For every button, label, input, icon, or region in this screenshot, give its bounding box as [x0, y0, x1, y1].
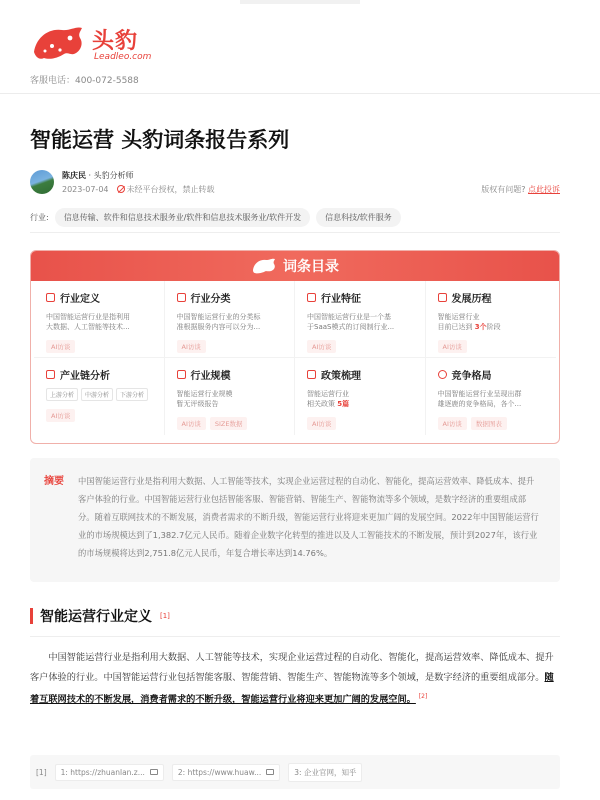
- glossary-item-title: 行业特征: [321, 294, 361, 305]
- glossary-item-title: 竞争格局: [451, 371, 492, 382]
- brand-site: Leadleo.com: [94, 52, 152, 62]
- glossary-item-desc: 准根据服务内容可以分为...: [176, 323, 261, 331]
- glossary-item-desc: 中国智能运营行业是一个基: [307, 313, 391, 321]
- ai-interview-tag[interactable]: AI访谈: [438, 417, 467, 430]
- history-icon: [438, 293, 447, 302]
- bar-chart-icon: [177, 370, 186, 379]
- glossary-item-desc: 雄逐鹿的竞争格局，各个...: [437, 400, 522, 408]
- paragraph-text: 中国智能运营行业包括智能客服、智能营销、智能生产、智能物流等多个领域，是数字经济的重要组成部分。: [103, 671, 545, 683]
- top-divider: [240, 0, 360, 4]
- section-accent-bar: [30, 608, 33, 624]
- pie-icon: [438, 370, 447, 379]
- ai-interview-tag[interactable]: AI访谈: [438, 340, 467, 353]
- glossary-item-classification[interactable]: [165, 281, 296, 358]
- glossary-item-desc: 于SaaS模式的订阅制行业...: [307, 323, 395, 331]
- hierarchy-icon: [177, 293, 186, 302]
- rights-notice: [117, 184, 215, 195]
- ai-interview-tag[interactable]: AI访谈: [307, 340, 336, 353]
- author-name[interactable]: 陈庆民: [62, 171, 86, 180]
- highlighted-sentence: 随着互联网技术的不断发展，消费者需求的不断升级，智能运营行业将迎来更加广阔的发展空间。: [30, 671, 554, 706]
- ai-interview-tag[interactable]: AI访谈: [307, 417, 336, 430]
- paragraph-text: 中国智能运营行业是指利用大数据、人工智能等技术，实现企业运营过程的自动化、智能化，提高运营效率、降低成本、提升客户体验的行业。: [30, 652, 554, 683]
- midstream-chip[interactable]: 中游分析: [81, 388, 113, 401]
- glossary-grid: [31, 281, 559, 435]
- chain-icon: [46, 370, 55, 379]
- glossary-item-policy[interactable]: [295, 358, 426, 435]
- glossary-header: [31, 251, 559, 281]
- copyright-complaint: [481, 184, 560, 195]
- ai-interview-tag[interactable]: AI访谈: [46, 409, 75, 422]
- industry-tag[interactable]: 信息传输、软件和信息技术服务业/软件和信息技术服务业/软件开发: [55, 208, 310, 227]
- author-role: · 头豹分析师: [88, 171, 134, 180]
- service-hotline: 客服电话：400-072-5588: [30, 76, 139, 86]
- glossary-item-desc: 暂无评级报告: [176, 400, 219, 408]
- complaint-prefix: 版权有问题?: [481, 185, 526, 194]
- glossary-item-title: 行业规模: [190, 371, 231, 382]
- avatar[interactable]: [30, 170, 54, 194]
- glossary-item-desc: 智能运营行业规模: [176, 390, 233, 398]
- brand-logo[interactable]: [30, 22, 170, 68]
- definition-paragraph: [30, 648, 560, 710]
- reference-link[interactable]: 2: https://www.huaw...: [172, 764, 280, 781]
- glossary-item-title: 行业分类: [190, 294, 231, 305]
- industry-label: 行业:: [30, 213, 49, 222]
- reference-link[interactable]: 3: 企业官网，知乎: [288, 763, 362, 782]
- glossary-item-desc: 智能运营行业: [437, 313, 480, 321]
- prohibited-icon: [117, 185, 125, 193]
- glossary-item-chain[interactable]: [34, 358, 165, 435]
- magnifier-icon: [46, 293, 55, 302]
- glossary-item-desc: 智能运营行业: [307, 390, 349, 398]
- citation-ref[interactable]: [2]: [418, 693, 428, 700]
- glossary-item-desc: 中国智能运营行业的分类标: [176, 313, 261, 321]
- screenshot-icon: [150, 769, 158, 775]
- brand-name: 头豹: [92, 29, 139, 54]
- ai-interview-tag[interactable]: AI访谈: [177, 417, 206, 430]
- reference-link[interactable]: 1: https://zhuanlan.z...: [55, 764, 164, 781]
- glossary-item-competition[interactable]: [426, 358, 557, 435]
- stage-count: 3个: [474, 323, 487, 331]
- industry-row: [30, 208, 401, 227]
- glossary-item-features[interactable]: [295, 281, 426, 358]
- leopard-icon: [251, 257, 277, 275]
- complaint-link[interactable]: 点此投诉: [528, 185, 560, 194]
- size-data-tag[interactable]: SIZE数据: [210, 417, 248, 430]
- glossary-title: 词条目录: [283, 259, 339, 275]
- section-heading: [30, 606, 170, 626]
- upstream-chip[interactable]: 上游分析: [46, 388, 78, 401]
- section-divider: [30, 636, 560, 637]
- page-title: 智能运营 头豹词条报告系列: [30, 128, 290, 152]
- glossary-item-desc: 相关政策 5篇: [307, 400, 350, 408]
- rights-text: 未经平台授权，禁止转载: [126, 185, 215, 194]
- policy-count: 5篇: [337, 400, 350, 408]
- meta-divider: [30, 232, 560, 233]
- glossary-item-desc: 目前已达到 3个阶段: [437, 323, 501, 331]
- leopard-logo-icon: [30, 22, 86, 66]
- glossary-item-title: 政策梳理: [321, 371, 361, 382]
- screenshot-icon: [266, 769, 274, 775]
- section-title: 智能运营行业定义: [40, 609, 152, 625]
- reference-bar: [30, 755, 560, 789]
- glossary-item-desc: 中国智能运营行业是指利用: [46, 313, 130, 321]
- glossary-item-history[interactable]: [426, 281, 557, 358]
- data-chart-tag[interactable]: 数据图表: [471, 417, 507, 430]
- glossary-item-desc: 中国智能运营行业呈现出群: [437, 390, 522, 398]
- header-divider: [0, 93, 600, 94]
- abstract-text: 中国智能运营行业是指利用大数据、人工智能等技术，实现企业运营过程的自动化、智能化，提高运营效率、降低成本、提升客户体验的行业。中国智能运营行业包括智能客服、智能营销、智能生产、智能物流等多个领域，是数字经济的重要组成部分。随着互联网技术的不断发展，消费者需求的不断升级，智能运营行业将迎来更加广阔的发展空间。2022年中国智能运营行业的市场规模达到了1,382.7亿元人民币。随着企业数字化转型的推进以及人工智能技术的不断发展，预计到2027年，该行业的市场规模将达到2,751.8亿元人民币，年复合增长率达到14.76%。: [78, 476, 539, 558]
- glossary-item-definition[interactable]: [34, 281, 165, 358]
- author-line: [62, 170, 134, 181]
- industry-tag[interactable]: 信息科技/软件服务: [316, 208, 401, 227]
- reference-label: [1]: [36, 767, 47, 777]
- glossary-item-desc: 大数据、人工智能等技术...: [46, 323, 130, 331]
- chain-chips: [46, 388, 154, 401]
- ai-interview-tag[interactable]: AI访谈: [46, 340, 75, 353]
- glossary-item-title: 行业定义: [60, 294, 100, 305]
- citation-ref[interactable]: [1]: [160, 612, 170, 620]
- glossary-item-title: 发展历程: [451, 294, 492, 305]
- abstract-box: [30, 458, 560, 582]
- glossary-item-scale[interactable]: [165, 358, 296, 435]
- publish-date: 2023-07-04: [62, 185, 109, 194]
- publish-meta: [62, 184, 215, 195]
- feature-icon: [307, 293, 316, 302]
- downstream-chip[interactable]: 下游分析: [116, 388, 148, 401]
- abstract-label: 摘要: [44, 476, 64, 487]
- ai-interview-tag[interactable]: AI访谈: [177, 340, 206, 353]
- policy-icon: [307, 370, 316, 379]
- glossary-item-title: 产业链分析: [60, 371, 110, 382]
- glossary-panel: [30, 250, 560, 444]
